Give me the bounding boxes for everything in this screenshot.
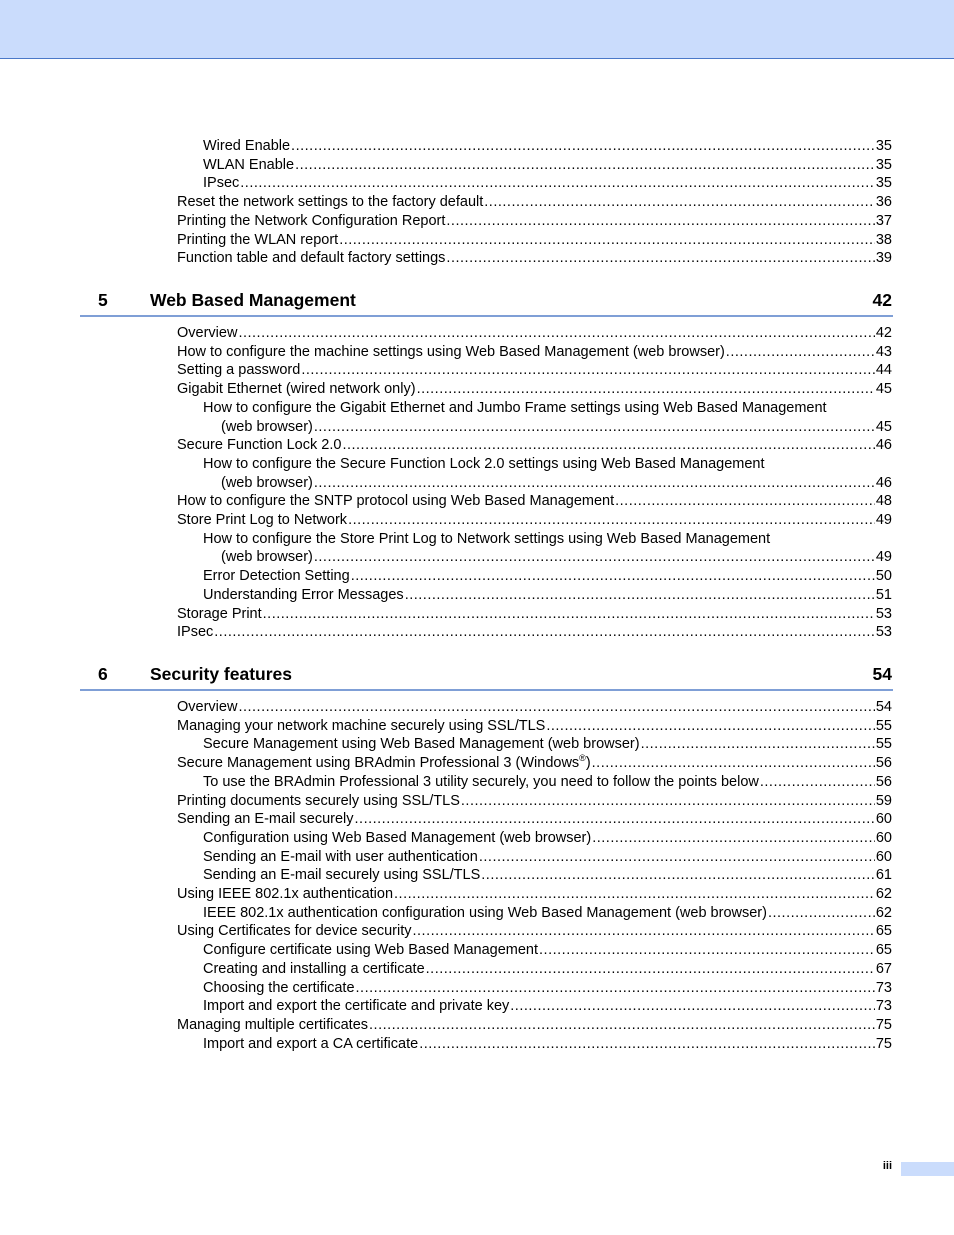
toc-entry[interactable]	[203, 174, 892, 193]
toc-entry-title-text: Printing the WLAN report	[177, 231, 339, 248]
dot-leader	[726, 343, 875, 362]
toc-entry-title-text: Import and export the certificate and private key	[203, 998, 510, 1015]
toc-entry-title: How to configure the Store Print Log to Network settings using Web Based Management	[203, 530, 771, 547]
dot-leader	[314, 548, 875, 567]
toc-entry[interactable]	[203, 979, 892, 998]
dot-leader	[461, 792, 875, 811]
toc-entry[interactable]	[203, 866, 892, 885]
dot-leader	[479, 848, 875, 867]
toc-entry-title	[203, 904, 767, 923]
toc-entry-title	[177, 231, 338, 250]
toc-entry-page: 54	[875, 699, 892, 715]
toc-entry-title	[203, 829, 591, 848]
toc-entry[interactable]	[177, 249, 892, 268]
dot-leader	[394, 885, 875, 904]
toc-entry[interactable]	[203, 829, 892, 848]
toc-entry-title-text: Sending an E-mail securely using SSL/TLS	[203, 867, 481, 884]
toc-entry[interactable]	[203, 960, 892, 979]
toc-entry-title-text: Printing the Network Configuration Report	[177, 212, 446, 229]
chapter-title: Web Based Management	[150, 290, 356, 310]
dot-leader	[760, 773, 875, 792]
toc-entry-title	[177, 212, 445, 231]
dot-leader	[238, 324, 874, 343]
toc-entry[interactable]	[203, 137, 892, 156]
dot-leader	[413, 922, 875, 941]
toc-entry-page: 73	[875, 998, 892, 1015]
toc-entry[interactable]	[177, 231, 892, 250]
toc-entry-title	[203, 1035, 418, 1054]
toc-entry-page: 60	[875, 829, 892, 846]
toc-entry[interactable]	[203, 1035, 892, 1054]
dot-leader	[238, 698, 874, 717]
dot-leader	[592, 829, 875, 848]
toc-entry-title	[177, 792, 460, 811]
toc-entry[interactable]	[203, 735, 892, 754]
dot-leader	[339, 231, 875, 250]
toc-entry-title-text: How to configure the machine settings using Web Based Management (web browser)	[177, 343, 725, 360]
chapter-title: Security features	[150, 664, 293, 684]
dot-leader	[342, 436, 874, 455]
toc-entry[interactable]	[177, 754, 892, 773]
toc-entry-title	[177, 361, 300, 380]
toc-entry-title	[177, 492, 614, 511]
toc-entry-title	[177, 698, 237, 717]
toc-entry-title-text: WLAN Enable	[203, 156, 295, 173]
toc-entry-title: How to configure the Secure Function Lock 2.0 settings using Web Based Management	[203, 455, 765, 472]
dot-leader	[546, 717, 875, 736]
toc-entry-title	[203, 567, 350, 586]
toc-entry-page: 60	[875, 811, 892, 828]
dot-leader	[240, 174, 875, 193]
toc-entry-title	[203, 735, 640, 754]
toc-entry-title	[203, 866, 480, 885]
toc-entry-title	[177, 623, 213, 642]
dot-leader	[768, 904, 875, 923]
toc-entry[interactable]	[177, 436, 892, 455]
toc-entry-page: 60	[875, 848, 892, 865]
toc-entry[interactable]	[203, 586, 892, 605]
toc-entry-title-cont: (web browser)	[221, 549, 313, 566]
toc-entry-title	[203, 137, 290, 156]
dot-leader	[214, 623, 875, 642]
toc-entry-page: 51	[875, 586, 892, 603]
toc-entry-title-text: Reset the network settings to the factory default	[177, 194, 484, 211]
toc-entry-title	[203, 997, 509, 1016]
toc-entry-page: 35	[875, 138, 892, 154]
toc-entry-title	[177, 810, 354, 829]
toc-entry-page: 75	[875, 1016, 892, 1033]
toc-entry[interactable]	[177, 717, 892, 736]
toc-entry-title-cont: (web browser)	[221, 474, 313, 491]
toc-entry-page: 65	[875, 942, 892, 959]
dot-leader	[615, 492, 875, 511]
toc-entry-title	[177, 249, 445, 268]
chapter-page: 42	[872, 290, 892, 310]
toc-entry-page: 44	[875, 362, 892, 379]
toc-entry-title-text: Error Detection Setting	[203, 568, 350, 585]
dot-leader	[301, 361, 875, 380]
toc-entry-title-text: Storage Print	[177, 605, 262, 622]
toc-entry-title-text: IPsec	[177, 624, 214, 641]
toc-entry[interactable]	[203, 773, 892, 792]
dot-leader	[356, 979, 875, 998]
toc-entry-title-text: Configuration using Web Based Management (web browser)	[203, 829, 592, 846]
toc-entry-page: 55	[875, 736, 892, 753]
toc-entry[interactable]	[177, 511, 892, 530]
toc-entry-title	[177, 885, 393, 904]
toc-entry-title	[203, 586, 404, 605]
dot-leader	[263, 605, 875, 624]
toc-entry-title-text: To use the BRAdmin Professional 3 utility securely, you need to follow the points below	[203, 773, 759, 790]
toc-entry-page: 42	[875, 325, 892, 341]
toc-entry[interactable]	[177, 623, 892, 642]
toc-entry-title	[177, 343, 725, 362]
header-band	[0, 0, 954, 59]
toc-entry-title-text: Overview	[177, 699, 238, 715]
toc-entry[interactable]	[177, 922, 892, 941]
toc-entry-page: 62	[875, 904, 892, 921]
chapter-heading[interactable]	[80, 285, 893, 317]
toc-entry-page: 55	[875, 717, 892, 734]
dot-leader	[355, 810, 875, 829]
toc-entry-title-text: Printing documents securely using SSL/TLS	[177, 792, 460, 809]
toc-entry-title-text: Secure Management using BRAdmin Professional 3 (Windows	[177, 755, 580, 772]
toc-entry-title	[203, 174, 239, 193]
dot-leader	[510, 997, 875, 1016]
toc-entry[interactable]	[177, 810, 892, 829]
dot-leader	[417, 380, 875, 399]
dot-leader	[426, 960, 875, 979]
toc-entry-title-text: Store Print Log to Network	[177, 512, 348, 528]
dot-leader	[351, 567, 875, 586]
toc-entry-page: 45	[875, 381, 892, 398]
toc-entry[interactable]	[177, 1016, 892, 1035]
toc-entry-page: 36	[875, 194, 892, 211]
toc-entry-page: 61	[875, 867, 892, 884]
toc-entry-page: 39	[875, 250, 892, 267]
dot-leader	[314, 418, 875, 437]
toc-entry[interactable]	[177, 492, 892, 511]
toc-entry-title	[177, 193, 483, 212]
dot-leader	[348, 511, 875, 530]
dot-leader	[446, 212, 874, 231]
toc-entry-page: 50	[875, 568, 892, 585]
dot-leader	[446, 249, 874, 268]
toc-entry-title-text: Import and export a CA certificate	[203, 1035, 419, 1052]
chapter-number: 5	[98, 290, 108, 310]
toc-entry[interactable]	[177, 343, 892, 362]
toc-entry[interactable]	[203, 904, 892, 923]
toc-entry-title	[203, 773, 759, 792]
toc-entry-title-text: Function table and default factory settings	[177, 250, 446, 267]
toc-entry[interactable]	[177, 698, 892, 717]
dot-leader	[314, 474, 875, 493]
chapter-number: 6	[98, 664, 108, 684]
toc-entry-title-text: Secure Function Lock 2.0	[177, 437, 342, 454]
toc-entry[interactable]	[203, 455, 892, 474]
toc-entry-continuation[interactable]	[221, 418, 892, 437]
toc-entry[interactable]	[177, 361, 892, 380]
toc-entry-page: 35	[875, 156, 892, 173]
toc-entry-title-text: Sending an E-mail with user authentication	[203, 848, 478, 865]
toc-entry-title-text: Creating and installing a certificate	[203, 960, 425, 977]
toc-entry-page: 59	[875, 792, 892, 809]
toc-entry-title-text: Secure Management using Web Based Management (web browser)	[203, 736, 640, 753]
toc-entry-page: 53	[875, 624, 892, 641]
toc-entry-title	[177, 324, 237, 343]
registered-mark: ®	[579, 753, 586, 764]
toc-entry-title-text: How to configure the SNTP protocol using Web Based Management	[177, 493, 615, 510]
toc-entry-page: 56	[875, 773, 892, 790]
toc-entry-title-text: Overview	[177, 325, 238, 341]
toc-entry-page: 67	[875, 960, 892, 977]
toc-entry[interactable]	[177, 193, 892, 212]
toc-entry-page: 56	[875, 755, 892, 772]
toc-entry-title	[177, 605, 262, 624]
toc-entry-page: 46	[875, 474, 892, 491]
toc-entry-page: 62	[875, 886, 892, 902]
toc-entry[interactable]	[203, 156, 892, 175]
toc-entry-page: 46	[875, 437, 892, 454]
toc-entry-title-text: Managing your network machine securely using SSL/TLS	[177, 717, 546, 734]
dot-leader	[592, 754, 875, 773]
toc-entry-title-cont: (web browser)	[221, 418, 313, 435]
toc-entry-title	[203, 960, 425, 979]
toc-entry-title	[177, 717, 545, 736]
toc-entry-title-text: Configure certificate using Web Based Management	[203, 942, 539, 959]
toc-entry-title-text: Using Certificates for device security	[177, 923, 412, 940]
toc-entry-title: How to configure the Gigabit Ethernet and Jumbo Frame settings using Web Based Management	[203, 399, 827, 416]
toc-entry-page: 38	[875, 231, 892, 248]
toc-entry-title	[177, 436, 341, 455]
toc-entry[interactable]	[177, 212, 892, 231]
toc-entry[interactable]	[177, 324, 892, 343]
toc-entry-page: 43	[875, 343, 892, 360]
toc-entry[interactable]	[177, 885, 892, 904]
toc-entry-page: 75	[875, 1035, 892, 1052]
toc-entry[interactable]	[203, 848, 892, 867]
page-number: iii	[882, 1160, 892, 1172]
toc-entry-title-text: Wired Enable	[203, 138, 291, 154]
toc-entry[interactable]	[203, 997, 892, 1016]
toc-entry-title	[177, 380, 416, 399]
toc-entry-title	[177, 922, 412, 941]
dot-leader	[419, 1035, 875, 1054]
dot-leader	[369, 1016, 875, 1035]
toc-entry-page: 49	[875, 512, 892, 528]
toc-entry-title	[203, 848, 478, 867]
toc-entry-title	[177, 754, 591, 773]
dot-leader	[484, 193, 875, 212]
dot-leader	[405, 586, 875, 605]
chapter-heading[interactable]	[80, 659, 893, 691]
toc-entry-title	[203, 979, 355, 998]
dot-leader	[641, 735, 875, 754]
toc-entry-title-tail: )	[585, 755, 591, 772]
toc-entry-page: 49	[875, 549, 892, 566]
toc-entry[interactable]	[177, 380, 892, 399]
toc-entry[interactable]	[203, 399, 892, 418]
dot-leader	[481, 866, 875, 885]
toc-entry-continuation[interactable]	[221, 548, 892, 567]
dot-leader	[291, 137, 875, 156]
toc-entry-title-text: Choosing the certificate	[203, 979, 355, 996]
toc-entry[interactable]	[203, 567, 892, 586]
toc-entry-title	[177, 1016, 368, 1035]
toc-entry[interactable]	[177, 792, 892, 811]
toc-entry-title	[203, 156, 294, 175]
toc-entry-title-text: Setting a password	[177, 362, 301, 379]
toc-entry-title-text: Managing multiple certificates	[177, 1016, 369, 1033]
toc-entry[interactable]	[203, 530, 892, 549]
toc-entry-page: 37	[875, 212, 892, 229]
toc-entry[interactable]	[177, 605, 892, 624]
toc-entry-title-text: IPsec	[203, 175, 240, 192]
toc-entry-page: 48	[875, 493, 892, 510]
toc-entry[interactable]	[203, 941, 892, 960]
toc-entry-continuation[interactable]	[221, 474, 892, 493]
toc-entry-title	[177, 511, 347, 530]
toc-entry-page: 35	[875, 175, 892, 192]
dot-leader	[295, 156, 875, 175]
chapter-page: 54	[872, 664, 892, 684]
toc-entry-page: 45	[875, 418, 892, 435]
corner-tab	[901, 1162, 954, 1176]
toc-entry-title-text: Gigabit Ethernet (wired network only)	[177, 381, 416, 398]
toc-entry-title-text: Using IEEE 802.1x authentication	[177, 886, 394, 902]
toc-entry-title-text: Sending an E-mail securely	[177, 811, 354, 828]
toc-entry-page: 73	[875, 979, 892, 996]
toc-entry-page: 65	[875, 923, 892, 940]
toc-entry-title	[203, 941, 538, 960]
toc-entry-title-text: IEEE 802.1x authentication configuration using Web Based Management (web browser)	[203, 904, 767, 921]
dot-leader	[539, 941, 875, 960]
toc-entry-page: 53	[875, 605, 892, 622]
toc-entry-title-text: Understanding Error Messages	[203, 586, 404, 603]
